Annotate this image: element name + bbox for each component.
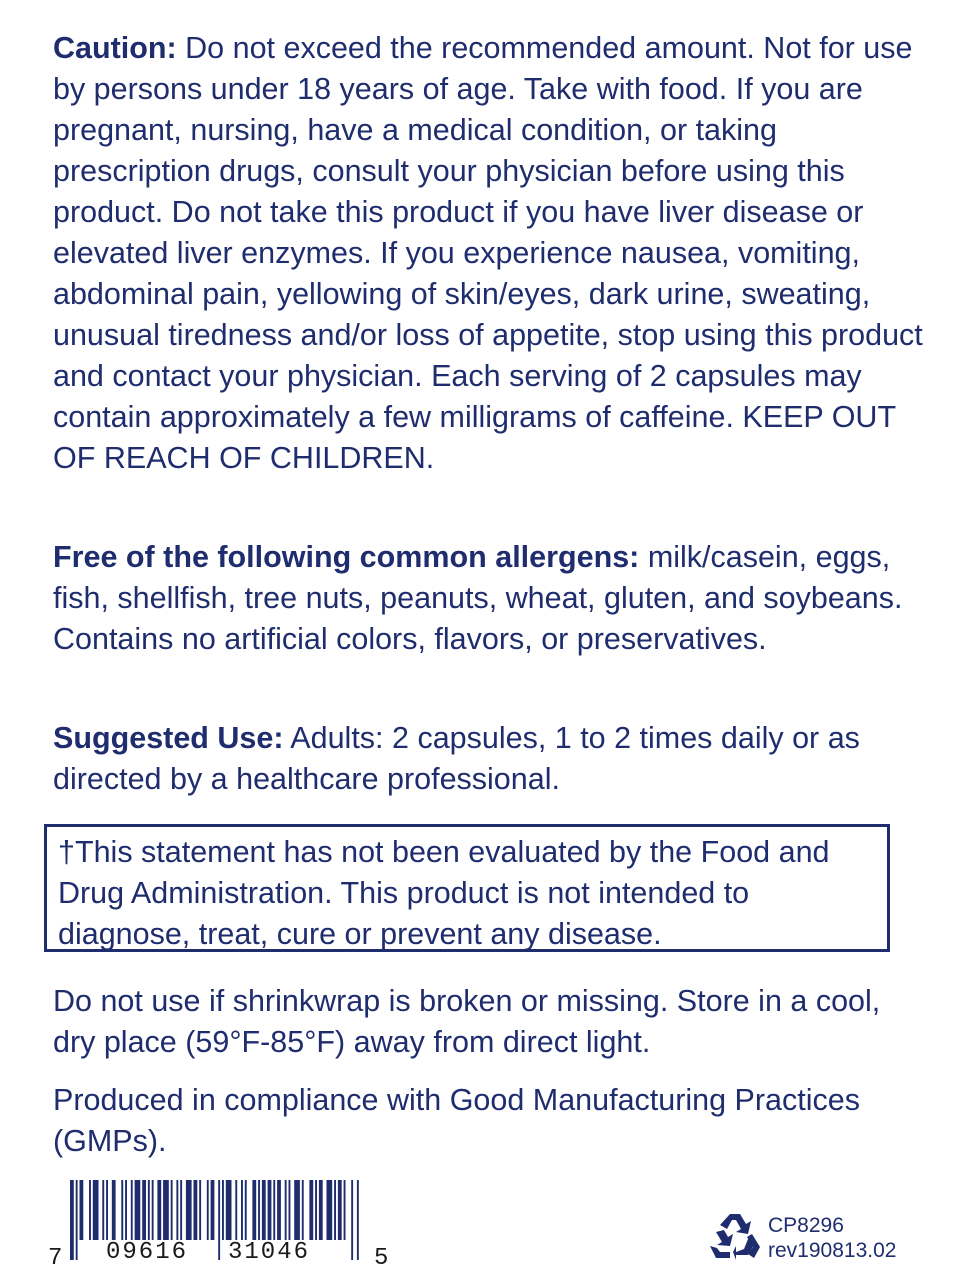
- fda-disclaimer-box: [44, 824, 890, 952]
- barcode-bar: [194, 1180, 198, 1240]
- barcode-bar: [142, 1180, 146, 1240]
- barcode-bar: [285, 1180, 287, 1240]
- storage-paragraph: Do not use if shrinkwrap is broken or missing. Store in a cool, dry place (59°F-85°F) away from direct light.: [53, 984, 881, 1059]
- barcode-bar: [112, 1180, 116, 1240]
- barcode-bar: [135, 1180, 141, 1240]
- suggested-use-heading: Suggested Use:: [53, 721, 284, 755]
- barcode-check-digit: 5: [374, 1245, 389, 1272]
- caution-heading: Caution:: [53, 31, 177, 65]
- barcode-bar: [121, 1180, 123, 1240]
- barcode-bar: [235, 1180, 237, 1240]
- barcode-bar: [245, 1180, 247, 1240]
- barcode: [48, 1180, 393, 1275]
- barcode-bar: [334, 1180, 336, 1240]
- barcode-bar: [309, 1180, 313, 1240]
- barcode-bar: [125, 1180, 127, 1240]
- revision-code: rev190813.02: [768, 1239, 897, 1262]
- barcode-right-group: 31046: [228, 1239, 311, 1266]
- barcode-bar: [222, 1180, 224, 1240]
- barcode-bar: [302, 1180, 304, 1240]
- barcode-bar: [338, 1180, 342, 1240]
- suggested-use-paragraph: [53, 718, 923, 800]
- allergens-text: milk/casein, eggs, fish, shellfish, tree nuts, peanuts, wheat, gluten, and soybeans. Contains no artificial colors, flavors, or preservatives.: [53, 540, 903, 656]
- barcode-bar: [319, 1180, 323, 1240]
- barcode-bar: [106, 1180, 108, 1240]
- barcode-bar: [226, 1180, 232, 1240]
- barcode-bar: [289, 1180, 291, 1240]
- suggested-use-text: Adults: 2 capsules, 1 to 2 times daily or as directed by a healthcare professional.: [53, 721, 860, 796]
- barcode-bar: [351, 1180, 353, 1260]
- barcode-lead-digit: 7: [48, 1245, 63, 1272]
- gmp-paragraph: Produced in compliance with Good Manufacturing Practices (GMPs).: [53, 1083, 860, 1158]
- allergens-paragraph: [53, 537, 923, 660]
- barcode-bar: [344, 1180, 346, 1240]
- barcode-bar: [180, 1180, 182, 1240]
- barcode-bar: [327, 1180, 333, 1240]
- barcode-bar: [148, 1180, 150, 1240]
- product-codes: [768, 1213, 896, 1263]
- barcode-bar: [70, 1180, 74, 1260]
- barcode-bar: [176, 1180, 178, 1240]
- barcode-bar: [262, 1180, 266, 1240]
- caution-paragraph: [53, 28, 923, 479]
- barcode-bar: [315, 1180, 317, 1240]
- barcode-bar: [186, 1180, 192, 1240]
- barcode-bar: [199, 1180, 201, 1240]
- barcode-bar: [89, 1180, 91, 1240]
- caution-text: Do not exceed the recommended amount. Not for use by persons under 18 years of age. Take with food. If you are pregnant, nursing, have a medical condition, or taking prescription drugs, consult your physician before using this product. Do not take this product if you have liver disease or elevated liver enzymes. If you experience nausea, vomiting, abdominal pain, yellowing of skin/eyes, dark urine, sweating, unusual tiredness and/or loss of appetite, stop using this product and contact your physician. Each serving of 2 capsules may contain approximately a few milligrams of caffeine. KEEP OUT OF REACH OF CHILDREN.: [53, 31, 923, 475]
- product-code: CP8296: [768, 1214, 844, 1237]
- barcode-left-group: 09616: [106, 1239, 189, 1266]
- barcode-bar: [241, 1180, 243, 1240]
- barcode-bar: [357, 1180, 359, 1260]
- barcode-bar: [80, 1180, 84, 1240]
- barcode-bar: [207, 1180, 209, 1240]
- allergens-heading: Free of the following common allergens:: [53, 540, 640, 574]
- barcode-bars: [48, 1180, 393, 1275]
- barcode-bar: [294, 1180, 300, 1240]
- barcode-bar: [157, 1180, 161, 1240]
- barcode-bar: [258, 1180, 260, 1240]
- barcode-bar: [268, 1180, 272, 1240]
- barcode-bar: [163, 1180, 169, 1240]
- barcode-bar: [252, 1180, 256, 1240]
- fda-disclaimer-text: †This statement has not been evaluated by the Food and Drug Administration. This product is not intended to diagnose, treat, cure or prevent any disease.: [58, 835, 830, 951]
- recycle-icon: [708, 1212, 762, 1262]
- barcode-bar: [131, 1180, 133, 1240]
- barcode-bar: [277, 1180, 281, 1240]
- barcode-bar: [102, 1180, 104, 1240]
- barcode-bar: [218, 1180, 220, 1260]
- barcode-bar: [76, 1180, 78, 1260]
- barcode-bar: [93, 1180, 99, 1240]
- barcode-bar: [273, 1180, 275, 1240]
- barcode-bar: [171, 1180, 173, 1240]
- barcode-bar: [152, 1180, 154, 1240]
- barcode-bar: [211, 1180, 215, 1240]
